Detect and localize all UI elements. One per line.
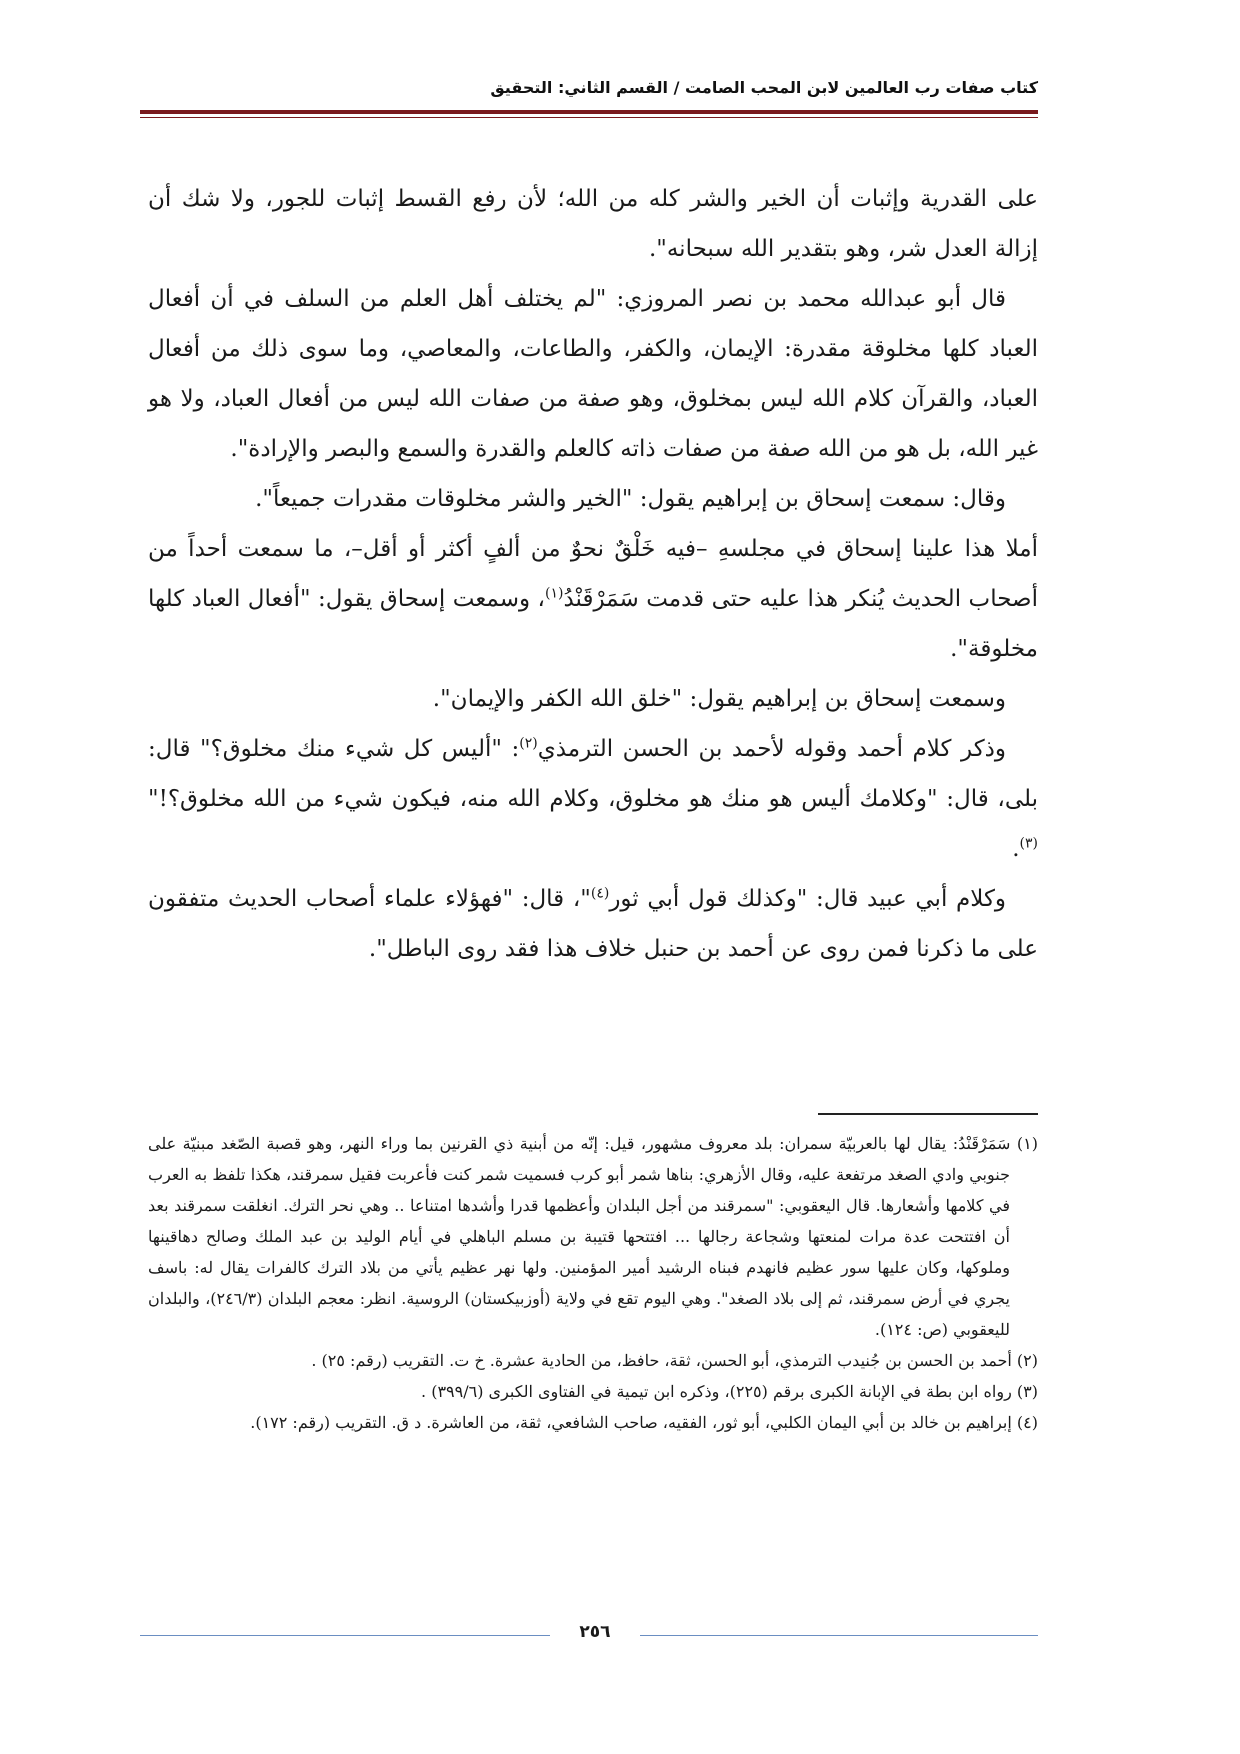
paragraph-6-after: : "أليس كل شيء منك مخلوق؟" قال: بلى، قال: "وكلامك أليس هو منك هو مخلوق، وكلام الله منه، فيكون شيء من الله مخلوق؟!" xyxy=(148,736,1038,812)
paragraph-6 xyxy=(148,724,1038,874)
footnote-separator xyxy=(818,1113,1038,1115)
footnote-ref-2: (٢) xyxy=(519,735,538,752)
paragraph-7-after: "، قال: "فهؤلاء علماء أصحاب الحديث متفقون على ما ذكرنا فمن روى عن أحمد بن حنبل خلاف هذا فقد روى الباطل". xyxy=(148,886,1038,962)
header-rule xyxy=(140,110,1038,114)
header-rule-thin xyxy=(140,117,1038,118)
paragraph-4 xyxy=(148,524,1038,674)
footnote-ref-3: (٣) xyxy=(1019,835,1038,852)
paragraph-3: وقال: سمعت إسحاق بن إبراهيم يقول: "الخير والشر مخلوقات مقدرات جميعاً". xyxy=(255,486,1006,512)
footer-rule-left xyxy=(140,1635,550,1636)
footer-rule-right xyxy=(640,1635,1038,1636)
main-text xyxy=(148,174,1038,974)
running-header: كتاب صفات رب العالمين لابن المحب الصامت / القسم الثاني: التحقيق xyxy=(490,78,1038,97)
paragraph-4-text: أملا هذا علينا إسحاق في مجلسهِ –فيه خَلْقٌ نحوٌ من ألفٍ أكثر أو أقل–، ما سمعت أحداً من أصحاب الحديث يُنكر هذا عليه حتى قدمت سَمَرْقَنْدُ xyxy=(148,536,1038,612)
paragraph-1: على القدرية وإثبات أن الخير والشر كله من الله؛ لأن رفع القسط إثبات للجور، ولا شك أن إزالة العدل شر، وهو بتقدير الله سبحانه". xyxy=(148,186,1038,262)
footnotes xyxy=(148,1128,1038,1438)
footnote-ref-4: (٤) xyxy=(590,885,610,902)
page-number: ٢٥٦ xyxy=(579,1622,611,1642)
footnote-2: (٢) أحمد بن الحسن بن جُنيدب الترمذي، أبو الحسن، ثقة، حافظ، من الحادية عشرة. خ ت. التقريب (رقم: ٢٥) . xyxy=(311,1351,1038,1370)
footnote-4: (٤) إبراهيم بن خالد بن أبي اليمان الكلبي، أبو ثور، الفقيه، صاحب الشافعي، ثقة، من العاشرة. د ق. التقريب (رقم: ١٧٢). xyxy=(250,1413,1038,1432)
paragraph-6-end: . xyxy=(1012,836,1020,862)
paragraph-5: وسمعت إسحاق بن إبراهيم يقول: "خلق الله الكفر والإيمان". xyxy=(432,686,1006,712)
paragraph-4-after: ، وسمعت إسحاق يقول: "أفعال العباد كلها مخلوقة". xyxy=(148,586,1038,662)
footnote-1: (١) سَمَرْقَنْدُ: يقال لها بالعربيّة سمران: بلد معروف مشهور، قيل: إنّه من أبنية ذي القرنين بما وراء النهر، وهو قصبة الصّغد مبنيّة على جنوبي وادي الصغد مرتفعة عليه، وقال الأزهري: بناها شمر أبو كرب فسميت شمر كنت فأعربت فقيل سمرقند، هكذا تلفظ به العرب في كلامها وأشعارها. قال اليعقوبي: "سمرقند من أجل البلدان وأعظمها قدرا وأشدها امتناعا .. وهي نحر الترك. انغلقت سمرقند بعد أن افتتحت عدة مرات لمنعتها وشجاعة رجالها ... افتتحها قتيبة بن مسلم الباهلي في أيام الوليد بن عبد الملك وصالح دهاقينها وملوكها، وكان عليها سور عظيم فانهدم فبناه الرشيد أمير المؤمنين. ولها نهر عظيم يأتي من بلاد الترك كالفرات يقال له: باسف يجري في أرض سمرقند، ثم إلى بلاد الصغد". وهي اليوم تقع في ولاية (أوزبيكستان) الروسية. انظر: معجم البلدان (٢٤٦/٣)، والبلدان لليعقوبي (ص: ١٢٤). xyxy=(148,1134,1038,1339)
paragraph-7 xyxy=(148,874,1038,974)
paragraph-7-text: وكلام أبي عبيد قال: "وكذلك قول أبي ثور xyxy=(609,886,1007,912)
paragraph-6-text: وذكر كلام أحمد وقوله لأحمد بن الحسن الترمذي xyxy=(537,736,1006,762)
footnote-ref-1: (١) xyxy=(544,585,564,602)
paragraph-2: قال أبو عبدالله محمد بن نصر المروزي: "لم يختلف أهل العلم من السلف في أن أفعال العباد كلها مخلوقة مقدرة: الإيمان، والكفر، والطاعات، والمعاصي، وما سوى ذلك من أفعال العباد، والقرآن كلام الله ليس بمخلوق، وهو صفة من صفات الله ليس من أفعال العباد، ولا هو غير الله، بل هو من الله صفة من صفات ذاته كالعلم والقدرة والسمع والبصر والإرادة". xyxy=(148,286,1038,462)
footnote-3: (٣) رواه ابن بطة في الإبانة الكبرى برقم (٢٢٥)، وذكره ابن تيمية في الفتاوى الكبرى (٣٩٩/٦) . xyxy=(421,1382,1038,1401)
